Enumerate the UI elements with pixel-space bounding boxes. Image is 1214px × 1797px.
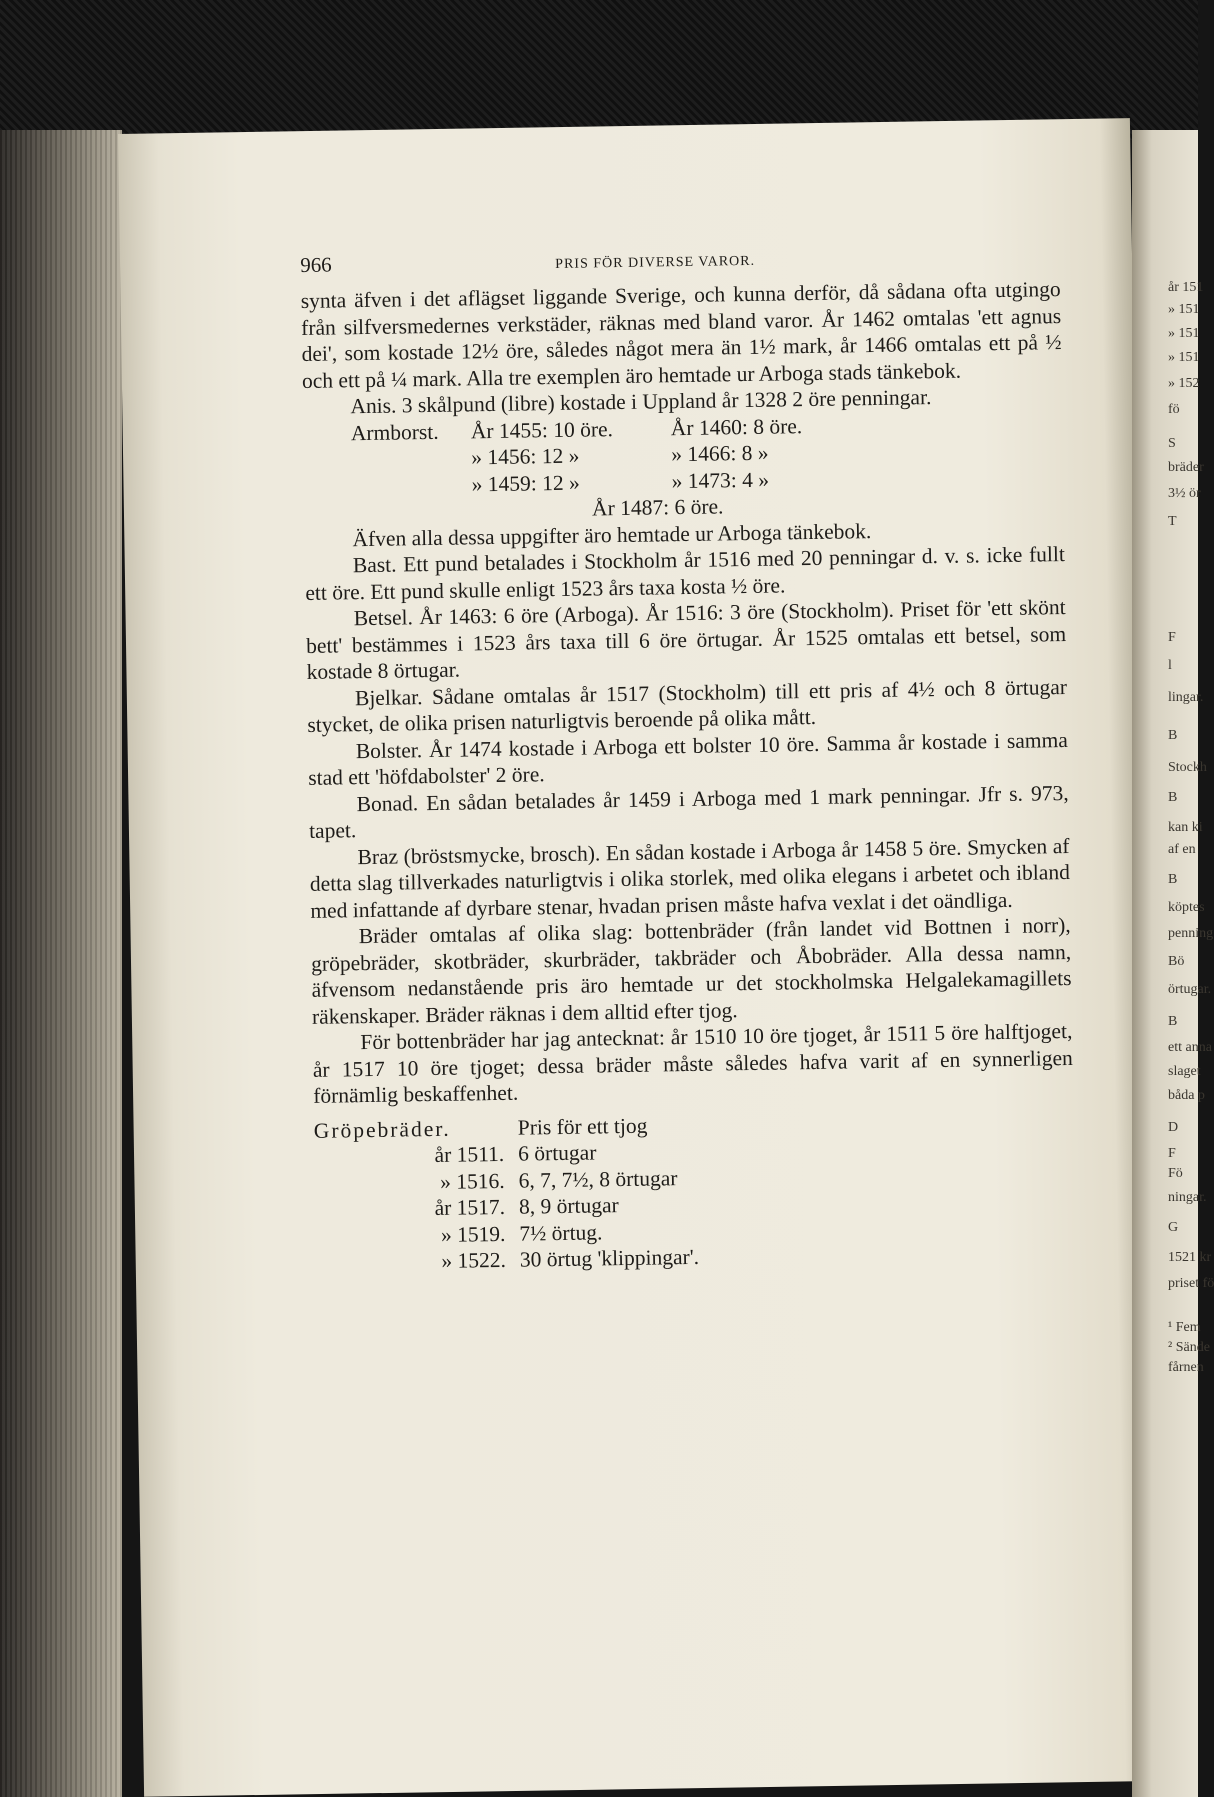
facing-page-text: ett anna <box>1168 1040 1212 1055</box>
facing-page-text: B <box>1168 790 1178 805</box>
facing-page-text: T <box>1168 514 1177 529</box>
facing-page-fragment <box>1132 130 1214 1797</box>
page-content <box>300 240 1076 1276</box>
entry-bjelkar: Bjelkar. Sådane omtalas år 1517 (Stockholm) till ett pris af 4½ och 8 örtugar stycket, de olika prisen naturligtvis beroende på olika mått. <box>307 674 1068 737</box>
facing-page-text: Bö <box>1168 954 1185 969</box>
facing-page-text: B <box>1168 1014 1178 1029</box>
armborst-cell: » 1456: 12 » <box>471 443 580 470</box>
facing-page-text: fö <box>1168 402 1180 417</box>
facing-page-text: båda p <box>1168 1088 1205 1103</box>
table-price: 7½ örtug. <box>519 1219 603 1246</box>
facing-page-text: ¹ Fem <box>1168 1320 1201 1335</box>
facing-page-text: fårnen <box>1168 1360 1204 1375</box>
facing-page-text: D <box>1168 1120 1179 1135</box>
facing-page-text: G <box>1168 1220 1179 1235</box>
facing-page-text: B <box>1168 728 1178 743</box>
armborst-note: Äfven alla dessa uppgifter äro hemtade ur Arboga tänkebok. <box>352 518 872 551</box>
facing-page-text: l <box>1168 658 1172 673</box>
table-price: 8, 9 örtugar <box>518 1193 619 1219</box>
armborst-label: Armborst. <box>350 419 439 445</box>
facing-page-text: B <box>1168 872 1178 887</box>
facing-page-text: penning <box>1168 926 1214 941</box>
intro-paragraph: synta äfven i det aflägset liggande Sverige, och kunna derför, då sådana ofta utgingo från silfversmedernes verkstäder, räknas med bland varor. År 1462 omtalas 'ett agnus dei', som kostade 12½ öre, således något mera än 1½ mark, år 1466 omtalas ett på ½ och ett på ¼ mark. Alla tre exemplen äro hemtade ur Arboga stads tänkebok. <box>300 277 1062 393</box>
running-title: PRIS FÖR DIVERSE VAROR. <box>555 253 756 272</box>
entry-braz: Braz (bröstsmycke, brosch). En sådan kostade i Arboga år 1458 5 öre. Smycken af detta slag tillverkades naturligtvis i olika storlek, med olika elegans i arbetet och ibland med infattande af dyrbare stenar, hvadan prisen måste hafva vexlat i det oändliga. <box>309 833 1071 923</box>
facing-page-text: slaget <box>1168 1064 1201 1079</box>
book-page-stack-left <box>0 130 122 1797</box>
armborst-last: År 1487: 6 öre. <box>591 494 724 521</box>
table-year: » 1519. <box>440 1221 506 1247</box>
table-year: år 1511. <box>434 1141 505 1167</box>
entry-betsel: Betsel. År 1463: 6 öre (Arboga). År 1516: 3 öre (Stockholm). Priset för 'ett skönt bett' bestämmes i 1523 års taxa till 6 öre örtugar. År 1525 omtalas ett betsel, som kostade 8 örtugar. <box>305 595 1067 684</box>
facing-page-text: S <box>1168 436 1176 451</box>
table-year: » 1516. <box>439 1168 505 1194</box>
entry-armborst <box>351 409 1065 526</box>
armborst-cell: År 1455: 10 öre. <box>470 416 614 443</box>
facing-page-text: bräder <box>1168 460 1204 475</box>
facing-page-text: » 152 <box>1168 376 1200 391</box>
page-number: 966 <box>300 252 332 277</box>
table-year: år 1517. <box>434 1194 506 1221</box>
armborst-cell: År 1460: 8 öre. <box>670 413 803 440</box>
facing-page-text: 1521 kr <box>1168 1250 1212 1265</box>
entry-bonad: Bonad. En sådan betalades år 1459 i Arboga med 1 mark penningar. Jfr s. 973, tapet. <box>308 780 1069 843</box>
table-price: 6 örtugar <box>518 1140 597 1166</box>
facing-page-text: år 151 <box>1168 280 1204 295</box>
table-year: » 1522. <box>441 1247 507 1273</box>
entry-bottenbrader: För bottenbräder har jag antecknat: år 1510 10 öre tjoget, år 1511 5 öre halftjoget, år 1517 10 öre tjoget; dessa bräder måste således hafva varit af en synnerligen förnämlig beskaffenhet. <box>312 1018 1073 1108</box>
armborst-cell: » 1459: 12 » <box>471 470 580 496</box>
table-price: 30 örtug 'klippingar'. <box>519 1244 700 1272</box>
facing-page-text: » 151 <box>1168 326 1200 341</box>
facing-page-text: 3½ ör <box>1168 486 1201 501</box>
facing-page-text: ningar. <box>1168 1190 1207 1205</box>
table-price: 6, 7, 7½, 8 örtugar <box>518 1165 678 1193</box>
gropebrader-table <box>314 1105 1076 1276</box>
facing-page-text: köptes <box>1168 900 1205 915</box>
entry-bast: Bast. Ett pund betalades i Stockholm år 1516 med 20 penningar d. v. s. icke fullt ett öre. Ett pund skulle enligt 1523 års taxa kosta ½ öre. <box>305 542 1066 605</box>
facing-page-text: örtugar. <box>1168 982 1212 997</box>
entry-anis: Anis. 3 skålpund (libre) kostade i Uppland år 1328 2 öre penningar. <box>350 385 932 419</box>
armborst-cell: » 1466: 8 » <box>671 440 769 467</box>
facing-page-text: lingar. <box>1168 690 1204 705</box>
facing-page-text: F <box>1168 1146 1176 1161</box>
entry-brader: Bräder omtalas af olika slag: bottenbräder (från landet vid Bottnen i norr), gröpebräder, skotbräder, skurbräder, takbräder och Åbobräder. Alla dessa namn, äfvensom nedanstående pris äro hemtade ur det stockholmska Helgalekamagillets räkenskaper. Bräder räknas i dem alltid efter tjog. <box>310 912 1072 1029</box>
armborst-cell: » 1473: 4 » <box>671 467 770 493</box>
facing-page-text: af en <box>1168 842 1196 857</box>
facing-page-text: ² Sände <box>1168 1340 1210 1355</box>
facing-page-text: » 151 <box>1168 302 1200 317</box>
entry-bolster: Bolster. År 1474 kostade i Arboga ett bolster 10 öre. Samma år kostade i samma stad ett 'höfdabolster' 2 öre. <box>308 727 1068 790</box>
gropebrader-label: Gröpebräder. <box>313 1116 451 1143</box>
facing-page-text: Fö <box>1168 1166 1183 1181</box>
facing-page-text: Stockh <box>1168 760 1207 775</box>
facing-page-text: » 151 <box>1168 350 1200 365</box>
gropebrader-header: Pris för ett tjog <box>517 1113 648 1140</box>
facing-page-text: kan ki <box>1168 820 1203 835</box>
facing-page-text: F <box>1168 630 1176 645</box>
facing-page-text: priset fö <box>1168 1276 1214 1291</box>
